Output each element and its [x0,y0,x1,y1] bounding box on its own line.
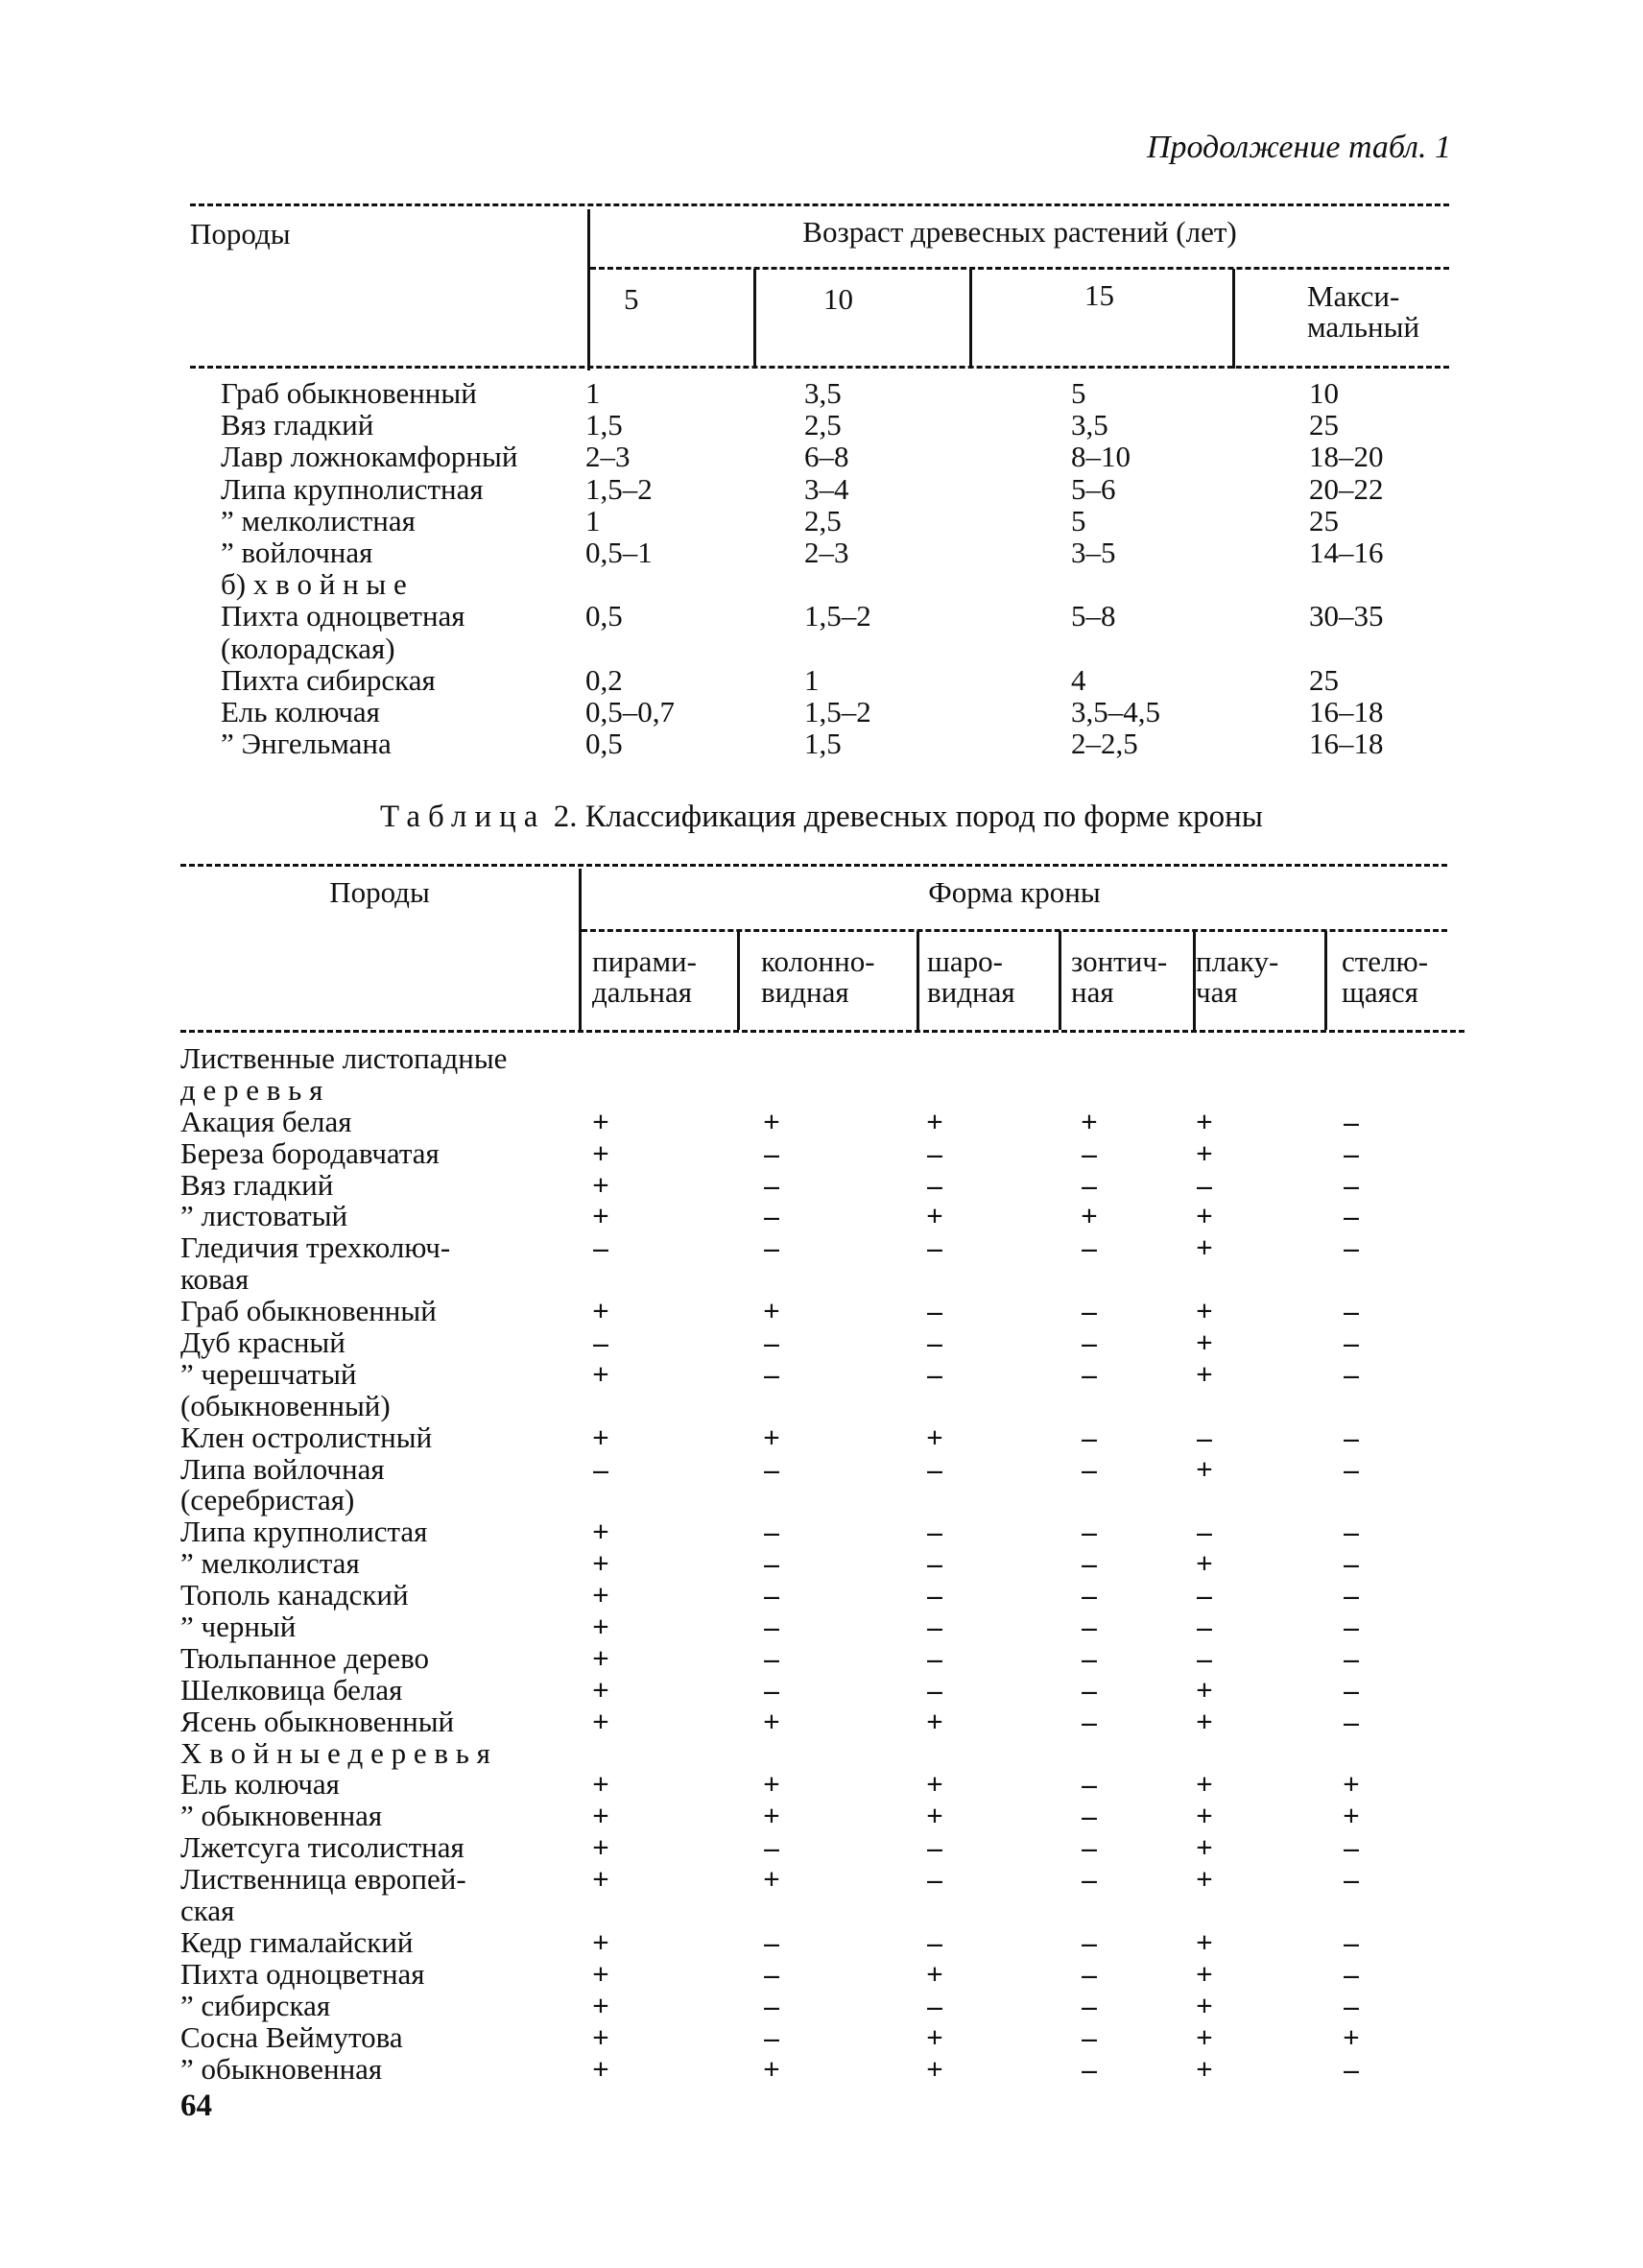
row-species-name: Лжетсуга тисолистная [180,1830,464,1865]
row-mark: + [1081,1199,1098,1233]
row-mark: + [592,1167,609,1202]
row-value: 5–6 [1071,471,1116,506]
row-mark: + [763,1294,780,1328]
row-mark: + [1196,2051,1213,2086]
row-mark: + [1196,1924,1213,1959]
row-mark: – [1082,1799,1097,1833]
row-mark: + [1196,2019,1213,2054]
row-mark: + [763,1799,780,1833]
row-mark: – [1344,1988,1359,2022]
row-mark: + [1343,1767,1360,1802]
row-mark: – [1344,1294,1359,1328]
row-mark: + [592,1199,609,1233]
row-mark: – [1197,1578,1212,1612]
row-species-name: (серебристая) [180,1483,355,1517]
row-mark: – [1344,1199,1359,1233]
row-mark: – [1082,1610,1097,1644]
table-1-col-10: 10 [823,282,853,316]
table-2-caption [0,800,1643,835]
row-species-name: ” листоватый [180,1199,348,1233]
row-value: 10 [1309,376,1339,410]
row-value: 2–2,5 [1071,727,1138,761]
row-value: 0,5–0,7 [585,694,675,728]
table-2-col-creeping: стелю- щаяся [1342,944,1429,1009]
row-species-name: ковая [180,1262,250,1297]
row-mark: + [592,1515,609,1549]
row-mark: + [592,1704,609,1738]
row-mark: – [764,1199,779,1233]
row-species-name: Липа крупнолистая [180,1515,428,1549]
row-mark: – [1082,1515,1097,1549]
row-species-name: Береза бородавчатая [180,1135,440,1170]
row-value: 0,5 [585,727,623,761]
row-mark: + [763,1420,780,1454]
row-mark: + [592,1988,609,2022]
row-mark: – [1082,1704,1097,1738]
row-species-name: Пихта одноцветная [221,599,465,633]
row-mark: – [927,1578,942,1612]
row-mark: – [1344,1672,1359,1707]
row-mark: – [593,1230,608,1265]
row-mark: + [592,2019,609,2054]
row-mark: + [763,1767,780,1802]
row-mark: – [593,1451,608,1486]
row-mark: – [1344,1356,1359,1391]
row-mark: + [1196,1956,1213,1991]
row-mark: + [592,1578,609,1612]
row-mark: + [592,1799,609,1833]
row-value: 1,5–2 [585,471,653,506]
row-mark: – [927,1672,942,1707]
row-mark: – [1082,1167,1097,1202]
table-2-caption-word: Таблица [380,800,546,834]
row-mark: + [763,2051,780,2086]
row-mark: + [592,1135,609,1170]
row-mark: – [764,1830,779,1865]
row-mark: – [1082,1988,1097,2022]
row-mark: – [764,1230,779,1265]
row-mark: – [927,1830,942,1865]
row-value: 6–8 [804,440,849,474]
row-value: 14–16 [1309,535,1384,569]
row-value: 3,5 [804,376,842,410]
row-mark: – [764,1356,779,1391]
row-mark: + [926,1199,943,1233]
row-mark: + [926,2019,943,2054]
row-mark: – [1344,1515,1359,1549]
row-value: 16–18 [1309,727,1384,761]
row-mark: – [1344,1230,1359,1265]
row-mark: – [1082,1294,1097,1328]
table-2-col-divider [737,931,740,1030]
row-mark: – [927,1167,942,1202]
row-species-name: Липа войлочная [180,1451,385,1486]
row-species-name: ” черешчатый [180,1356,357,1391]
row-mark: – [593,1325,608,1360]
row-mark: – [1344,1610,1359,1644]
row-mark: – [927,1356,942,1391]
row-mark: – [927,1862,942,1897]
row-species-name: ” Энгельмана [221,727,392,761]
row-mark: – [1344,1451,1359,1486]
row-species-name: Ель колючая [180,1767,340,1802]
row-species-name: Лиственные листопадные [180,1041,508,1075]
row-mark: + [592,1546,609,1581]
table-1-col-divider [753,269,756,369]
row-value: 3–4 [804,471,849,506]
table-2-top-rule [180,864,1447,867]
row-mark: – [764,1325,779,1360]
row-mark: + [1196,1230,1213,1265]
row-mark: – [927,1610,942,1644]
row-mark: + [1196,1294,1213,1328]
row-value: 1 [585,503,601,537]
table-1-species-header: Породы [190,217,291,251]
row-mark: – [1082,1356,1097,1391]
row-value: 0,5–1 [585,535,653,569]
row-mark: + [592,1104,609,1138]
row-species-name: Ясень обыкновенный [180,1704,455,1738]
row-species-name: Граб обыкновенный [180,1294,437,1328]
row-mark: + [1196,1767,1213,1802]
row-mark: – [927,1294,942,1328]
row-mark: + [763,1704,780,1738]
row-species-name: (колорадская) [221,631,395,665]
row-species-name: Лиственница европей- [180,1862,466,1897]
row-mark: + [1196,1451,1213,1486]
row-mark: + [592,1672,609,1707]
row-mark: – [1082,1546,1097,1581]
row-mark: – [764,1578,779,1612]
table-2-col-weeping: плаку- чая [1196,944,1279,1009]
row-value: 4 [1071,662,1086,697]
row-mark: + [926,1704,943,1738]
row-value: 0,5 [585,599,623,633]
row-mark: – [1197,1167,1212,1202]
table-1-col-divider [1232,269,1235,369]
row-mark: + [1081,1104,1098,1138]
row-mark: – [927,1640,942,1675]
table-1-col-max: Макси- мальный [1307,279,1420,344]
row-value: 1,5 [585,408,623,442]
row-mark: – [1197,1610,1212,1644]
row-value: 8–10 [1071,440,1131,474]
table-2-col-divider [917,931,919,1030]
row-species-name: ” черный [180,1610,297,1644]
row-mark: + [592,1356,609,1391]
row-mark: – [1082,1924,1097,1959]
row-mark: – [1082,1640,1097,1675]
row-value: 18–20 [1309,440,1384,474]
row-mark: – [1344,2051,1359,2086]
row-mark: – [1082,1230,1097,1265]
row-mark: + [592,2051,609,2086]
table-2-col-spherical: шаро- видная [927,944,1015,1009]
row-mark: – [1082,1420,1097,1454]
row-mark: + [926,1104,943,1138]
row-mark: + [1196,1862,1213,1897]
row-mark: – [1344,1135,1359,1170]
row-mark: + [592,1830,609,1865]
row-mark: – [764,1640,779,1675]
row-mark: + [763,1104,780,1138]
row-value: 1 [804,662,820,697]
row-value: 2,5 [804,503,842,537]
row-species-name: ” обыкновенная [180,1799,383,1833]
row-value: 3–5 [1071,535,1116,569]
row-value: 5 [1071,376,1086,410]
row-mark: + [1196,1704,1213,1738]
row-mark: + [1196,1135,1213,1170]
row-mark: – [1082,1325,1097,1360]
row-mark: + [1196,1325,1213,1360]
table-1-col-divider [969,269,972,369]
page-number: 64 [180,2089,212,2123]
table-2-col-divider [1059,931,1061,1030]
row-mark: – [764,1515,779,1549]
row-mark: + [763,1862,780,1897]
row-species-name: Кедр гималайский [180,1924,414,1959]
row-species-name: Сосна Веймутова [180,2019,403,2054]
row-mark: – [1082,1862,1097,1897]
row-mark: – [927,1135,942,1170]
table-1-subheader-rule [590,267,1449,270]
row-species-name: Акация белая [180,1104,352,1138]
row-species-name: ” мелколистая [180,1546,360,1581]
row-mark: – [927,1546,942,1581]
row-species-name: Х в о й н ы е д е р е в ь я [180,1735,490,1770]
row-mark: – [764,1451,779,1486]
row-species-name: (обыкновенный) [180,1388,391,1422]
row-mark: – [1344,1924,1359,1959]
row-mark: + [592,1767,609,1802]
row-mark: – [927,1230,942,1265]
row-mark: + [926,1767,943,1802]
row-mark: – [1197,1640,1212,1675]
table-2-col-umbrella: зонтич- ная [1071,944,1168,1009]
row-mark: + [592,1610,609,1644]
table-1-col-15: 15 [1084,278,1114,312]
row-species-name: Тюльпанное дерево [180,1640,430,1675]
row-value: 20–22 [1309,471,1384,506]
row-value: 2,5 [804,408,842,442]
table-1-group-header: Возраст древесных растений (лет) [802,215,1237,249]
row-mark: – [927,1924,942,1959]
table-2-subheader-rule [582,929,1447,932]
row-species-name: ” обыкновенная [180,2051,383,2086]
row-mark: – [927,1515,942,1549]
row-value: 25 [1309,408,1339,442]
row-mark: – [764,1924,779,1959]
row-mark: – [1082,1578,1097,1612]
row-mark: + [1196,1356,1213,1391]
table-2-species-header: Породы [329,875,430,909]
row-mark: + [1196,1104,1213,1138]
row-value: 1,5 [804,727,842,761]
row-mark: – [1344,1167,1359,1202]
row-mark: + [592,1956,609,1991]
row-species-name: ” войлочная [221,535,373,569]
row-species-name: Ель колючая [221,694,380,728]
row-mark: – [927,1451,942,1486]
row-value: 30–35 [1309,599,1384,633]
row-mark: + [592,1640,609,1675]
row-species-name: Тополь канадский [180,1578,409,1612]
row-species-name: Липа крупнолистная [221,471,484,506]
row-mark: – [1082,1672,1097,1707]
row-mark: – [1197,1420,1212,1454]
row-species-name: Клен остролистный [180,1420,433,1454]
row-mark: + [1196,1546,1213,1581]
table-1-top-rule [190,203,1449,206]
row-mark: – [1344,1578,1359,1612]
row-mark: – [1344,1420,1359,1454]
row-species-name: Вяз гладкий [180,1167,334,1202]
row-mark: – [764,1546,779,1581]
table-2-col-divider [1324,931,1327,1030]
row-mark: – [1082,1767,1097,1802]
table-2-caption-text: 2. Классификация древесных пород по форме кроны [553,800,1263,834]
row-value: 3,5–4,5 [1071,694,1160,728]
table-1-header-bottom-rule [190,366,1449,369]
row-mark: – [927,1325,942,1360]
row-species-name: ” сибирская [180,1988,331,2022]
row-mark: – [1082,1830,1097,1865]
row-mark: – [1082,2051,1097,2086]
row-mark: – [1344,1104,1359,1138]
row-mark: – [1082,1135,1097,1170]
row-mark: + [1343,1799,1360,1833]
row-mark: + [592,1924,609,1959]
row-species-name: ” мелколистная [221,503,416,537]
row-mark: + [592,1862,609,1897]
row-value: 2–3 [585,440,631,474]
row-mark: + [592,1420,609,1454]
row-species-name: Вяз гладкий [221,408,374,442]
row-mark: + [1196,1830,1213,1865]
row-mark: + [1343,2019,1360,2054]
row-mark: + [926,1956,943,1991]
row-value: 5–8 [1071,599,1116,633]
row-species-name: Дуб красный [180,1325,345,1360]
row-mark: + [1196,1672,1213,1707]
row-value: 25 [1309,662,1339,697]
table-2-col-pyramidal: пирами- дальная [592,944,697,1009]
row-species-name: Граб обыкновенный [221,376,477,410]
row-species-name: Гледичия трехколюч- [180,1230,451,1265]
row-mark: – [1344,1325,1359,1360]
row-mark: – [1344,1546,1359,1581]
row-species-name: ская [180,1894,235,1928]
row-mark: + [1196,1799,1213,1833]
row-species-name: д е р е в ь я [180,1072,323,1107]
row-mark: + [592,1294,609,1328]
row-value: 0,2 [585,662,623,697]
row-value: 25 [1309,503,1339,537]
row-mark: – [927,1988,942,2022]
row-mark: – [1197,1515,1212,1549]
row-mark: – [1344,1830,1359,1865]
row-mark: – [1344,1862,1359,1897]
row-mark: – [764,1610,779,1644]
row-mark: – [764,1672,779,1707]
row-mark: + [926,2051,943,2086]
row-mark: + [1196,1199,1213,1233]
row-species-name: б) х в о й н ы е [221,567,407,602]
row-mark: + [1196,1988,1213,2022]
row-mark: – [1344,1956,1359,1991]
row-mark: + [926,1420,943,1454]
row-value: 1,5–2 [804,599,871,633]
continuation-label: Продолжение табл. 1 [1146,130,1451,165]
row-species-name: Пихта одноцветная [180,1956,425,1991]
row-mark: + [926,1799,943,1833]
table-2-header-bottom-rule [180,1030,1464,1033]
row-mark: – [764,1956,779,1991]
table-2-col-columnar: колонно- видная [761,944,875,1009]
row-species-name: Лавр ложнокамфорный [221,440,518,474]
row-mark: – [764,1135,779,1170]
row-mark: – [1082,2019,1097,2054]
row-mark: – [1344,1704,1359,1738]
table-2-group-header: Форма кроны [928,875,1101,909]
row-value: 3,5 [1071,408,1108,442]
row-mark: – [764,2019,779,2054]
row-value: 1,5–2 [804,694,871,728]
row-mark: – [764,1988,779,2022]
row-value: 16–18 [1309,694,1384,728]
table-1-col-5: 5 [624,282,639,316]
row-value: 5 [1071,503,1086,537]
row-species-name: Шелковица белая [180,1672,403,1707]
row-species-name: Пихта сибирская [221,662,436,697]
row-value: 1 [585,376,601,410]
row-mark: – [1344,1640,1359,1675]
row-mark: – [1082,1956,1097,1991]
row-mark: – [764,1167,779,1202]
row-mark: – [1082,1451,1097,1486]
row-value: 2–3 [804,535,849,569]
